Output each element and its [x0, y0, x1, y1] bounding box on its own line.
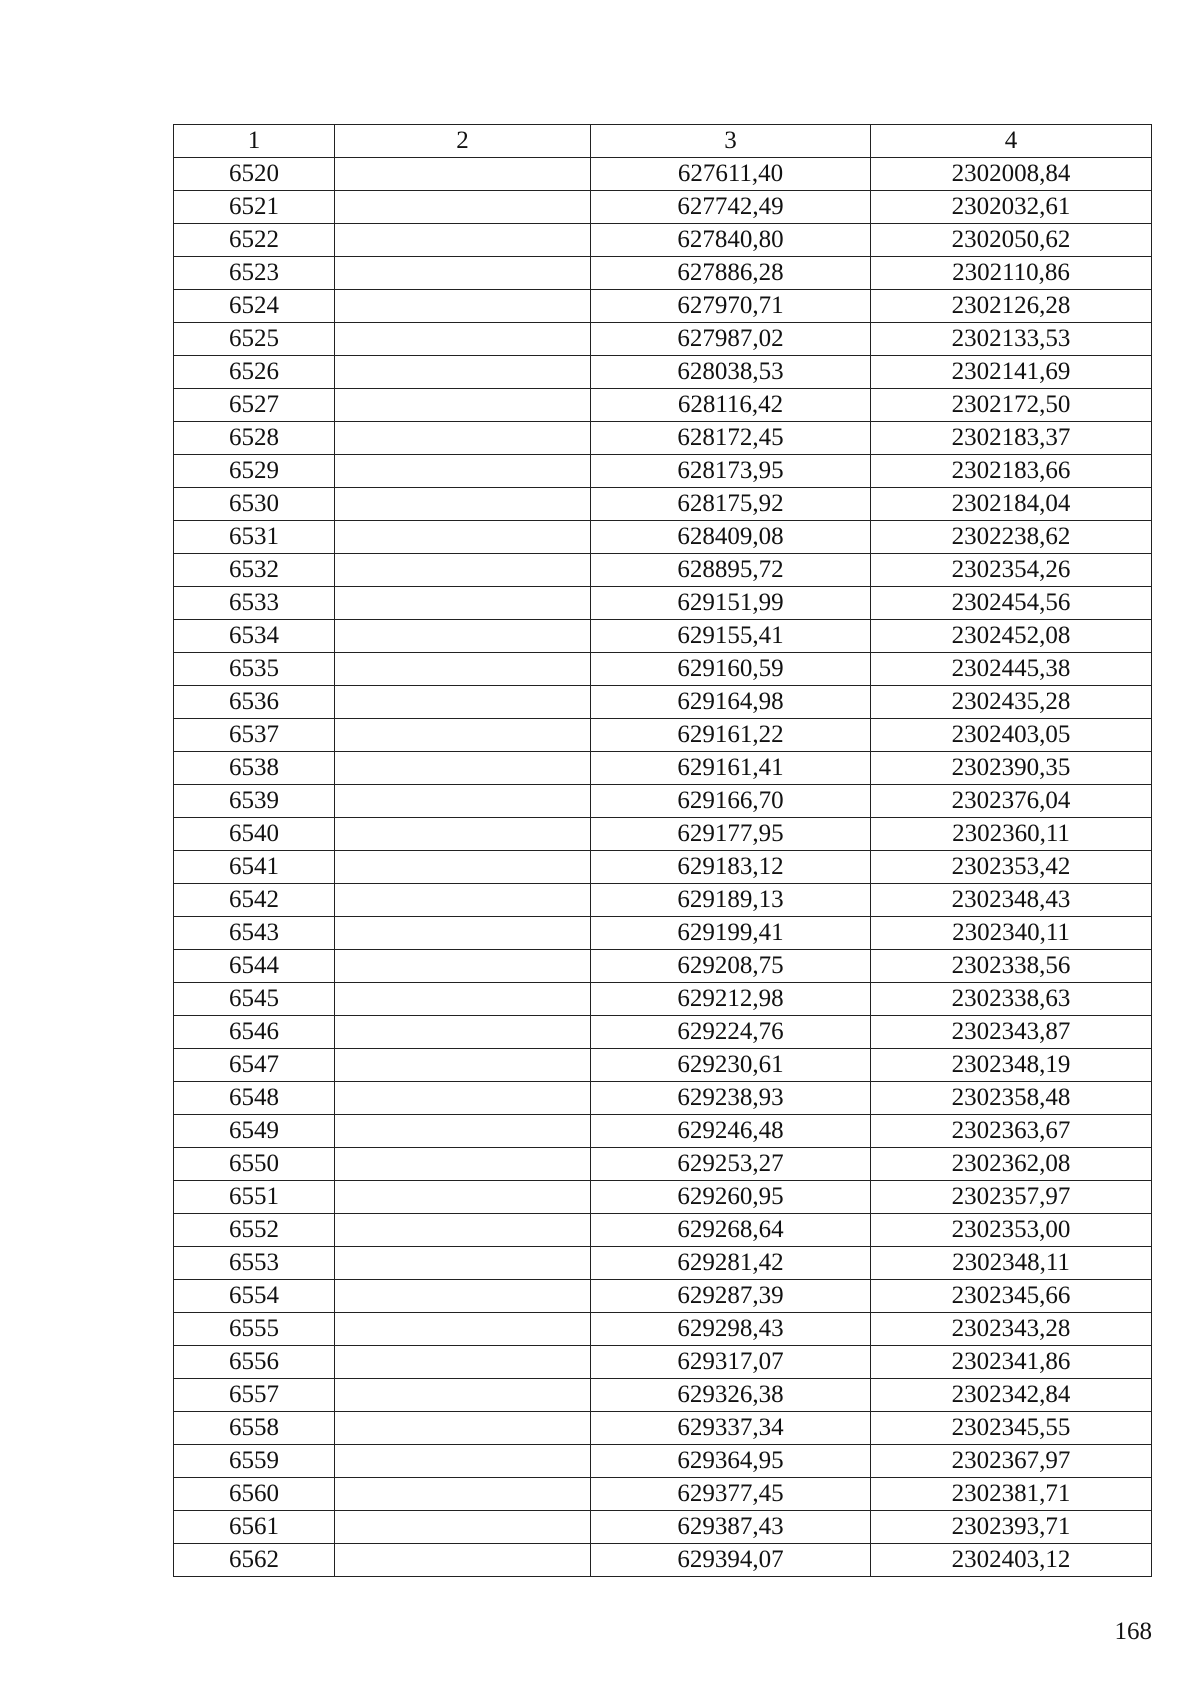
- x-coordinate-cell: 629394,07: [591, 1544, 871, 1577]
- y-coordinate-cell: 2302362,08: [871, 1148, 1152, 1181]
- table-row: [174, 620, 1152, 653]
- y-coordinate-cell: 2302353,00: [871, 1214, 1152, 1247]
- column-header-2: 2: [335, 125, 591, 158]
- table-row: [174, 785, 1152, 818]
- y-coordinate-cell: 2302340,11: [871, 917, 1152, 950]
- column-2-cell: [335, 488, 591, 521]
- x-coordinate-cell: 629151,99: [591, 587, 871, 620]
- point-number-cell: 6526: [174, 356, 335, 389]
- y-coordinate-cell: 2302133,53: [871, 323, 1152, 356]
- x-coordinate-cell: 628116,42: [591, 389, 871, 422]
- y-coordinate-cell: 2302367,97: [871, 1445, 1152, 1478]
- column-2-cell: [335, 455, 591, 488]
- y-coordinate-cell: 2302341,86: [871, 1346, 1152, 1379]
- x-coordinate-cell: 629298,43: [591, 1313, 871, 1346]
- y-coordinate-cell: 2302338,56: [871, 950, 1152, 983]
- table-row: [174, 1445, 1152, 1478]
- table-row: [174, 422, 1152, 455]
- column-2-cell: [335, 1115, 591, 1148]
- x-coordinate-cell: 627840,80: [591, 224, 871, 257]
- point-number-cell: 6556: [174, 1346, 335, 1379]
- column-2-cell: [335, 752, 591, 785]
- y-coordinate-cell: 2302435,28: [871, 686, 1152, 719]
- y-coordinate-cell: 2302345,66: [871, 1280, 1152, 1313]
- x-coordinate-cell: 629161,22: [591, 719, 871, 752]
- point-number-cell: 6551: [174, 1181, 335, 1214]
- y-coordinate-cell: 2302403,05: [871, 719, 1152, 752]
- table-row: [174, 158, 1152, 191]
- y-coordinate-cell: 2302403,12: [871, 1544, 1152, 1577]
- table-row: [174, 389, 1152, 422]
- point-number-cell: 6527: [174, 389, 335, 422]
- table-header-row: [174, 125, 1152, 158]
- column-2-cell: [335, 653, 591, 686]
- y-coordinate-cell: 2302353,42: [871, 851, 1152, 884]
- point-number-cell: 6533: [174, 587, 335, 620]
- point-number-cell: 6559: [174, 1445, 335, 1478]
- point-number-cell: 6557: [174, 1379, 335, 1412]
- point-number-cell: 6522: [174, 224, 335, 257]
- point-number-cell: 6535: [174, 653, 335, 686]
- x-coordinate-cell: 628172,45: [591, 422, 871, 455]
- column-header-3: 3: [591, 125, 871, 158]
- table-row: [174, 224, 1152, 257]
- table-row: [174, 1016, 1152, 1049]
- column-2-cell: [335, 818, 591, 851]
- y-coordinate-cell: 2302338,63: [871, 983, 1152, 1016]
- point-number-cell: 6536: [174, 686, 335, 719]
- y-coordinate-cell: 2302126,28: [871, 290, 1152, 323]
- column-2-cell: [335, 1511, 591, 1544]
- table-row: [174, 851, 1152, 884]
- x-coordinate-cell: 628895,72: [591, 554, 871, 587]
- point-number-cell: 6561: [174, 1511, 335, 1544]
- point-number-cell: 6525: [174, 323, 335, 356]
- y-coordinate-cell: 2302360,11: [871, 818, 1152, 851]
- table-row: [174, 719, 1152, 752]
- x-coordinate-cell: 629317,07: [591, 1346, 871, 1379]
- table-row: [174, 521, 1152, 554]
- point-number-cell: 6553: [174, 1247, 335, 1280]
- table-row: [174, 1511, 1152, 1544]
- point-number-cell: 6554: [174, 1280, 335, 1313]
- table-row: [174, 1082, 1152, 1115]
- table-row: [174, 686, 1152, 719]
- x-coordinate-cell: 629260,95: [591, 1181, 871, 1214]
- x-coordinate-cell: 629212,98: [591, 983, 871, 1016]
- point-number-cell: 6534: [174, 620, 335, 653]
- column-2-cell: [335, 950, 591, 983]
- x-coordinate-cell: 629161,41: [591, 752, 871, 785]
- point-number-cell: 6524: [174, 290, 335, 323]
- y-coordinate-cell: 2302183,37: [871, 422, 1152, 455]
- table-row: [174, 1478, 1152, 1511]
- column-2-cell: [335, 257, 591, 290]
- point-number-cell: 6529: [174, 455, 335, 488]
- y-coordinate-cell: 2302342,84: [871, 1379, 1152, 1412]
- x-coordinate-cell: 629287,39: [591, 1280, 871, 1313]
- x-coordinate-cell: 629246,48: [591, 1115, 871, 1148]
- point-number-cell: 6555: [174, 1313, 335, 1346]
- table-row: [174, 1247, 1152, 1280]
- coordinates-table: [173, 124, 1152, 1577]
- point-number-cell: 6546: [174, 1016, 335, 1049]
- table-row: [174, 1346, 1152, 1379]
- x-coordinate-cell: 627987,02: [591, 323, 871, 356]
- table-row: [174, 1148, 1152, 1181]
- table-row: [174, 191, 1152, 224]
- y-coordinate-cell: 2302345,55: [871, 1412, 1152, 1445]
- y-coordinate-cell: 2302452,08: [871, 620, 1152, 653]
- point-number-cell: 6538: [174, 752, 335, 785]
- table-row: [174, 818, 1152, 851]
- table-row: [174, 587, 1152, 620]
- point-number-cell: 6560: [174, 1478, 335, 1511]
- table-row: [174, 1115, 1152, 1148]
- column-2-cell: [335, 1148, 591, 1181]
- point-number-cell: 6547: [174, 1049, 335, 1082]
- y-coordinate-cell: 2302183,66: [871, 455, 1152, 488]
- point-number-cell: 6523: [174, 257, 335, 290]
- column-2-cell: [335, 1379, 591, 1412]
- y-coordinate-cell: 2302184,04: [871, 488, 1152, 521]
- y-coordinate-cell: 2302008,84: [871, 158, 1152, 191]
- column-2-cell: [335, 1082, 591, 1115]
- point-number-cell: 6545: [174, 983, 335, 1016]
- column-2-cell: [335, 521, 591, 554]
- column-2-cell: [335, 1247, 591, 1280]
- table-row: [174, 554, 1152, 587]
- x-coordinate-cell: 629183,12: [591, 851, 871, 884]
- table-row: [174, 455, 1152, 488]
- y-coordinate-cell: 2302354,26: [871, 554, 1152, 587]
- column-2-cell: [335, 1313, 591, 1346]
- point-number-cell: 6550: [174, 1148, 335, 1181]
- column-header-1: 1: [174, 125, 335, 158]
- point-number-cell: 6542: [174, 884, 335, 917]
- point-number-cell: 6532: [174, 554, 335, 587]
- y-coordinate-cell: 2302390,35: [871, 752, 1152, 785]
- point-number-cell: 6540: [174, 818, 335, 851]
- point-number-cell: 6528: [174, 422, 335, 455]
- y-coordinate-cell: 2302358,48: [871, 1082, 1152, 1115]
- x-coordinate-cell: 627742,49: [591, 191, 871, 224]
- y-coordinate-cell: 2302348,19: [871, 1049, 1152, 1082]
- table-row: [174, 1379, 1152, 1412]
- table-row: [174, 323, 1152, 356]
- point-number-cell: 6539: [174, 785, 335, 818]
- table-row: [174, 290, 1152, 323]
- x-coordinate-cell: 627886,28: [591, 257, 871, 290]
- y-coordinate-cell: 2302110,86: [871, 257, 1152, 290]
- point-number-cell: 6552: [174, 1214, 335, 1247]
- y-coordinate-cell: 2302376,04: [871, 785, 1152, 818]
- table-row: [174, 1280, 1152, 1313]
- page-number: 168: [1114, 1618, 1152, 1645]
- x-coordinate-cell: 629160,59: [591, 653, 871, 686]
- point-number-cell: 6549: [174, 1115, 335, 1148]
- point-number-cell: 6537: [174, 719, 335, 752]
- x-coordinate-cell: 629230,61: [591, 1049, 871, 1082]
- column-2-cell: [335, 1214, 591, 1247]
- column-2-cell: [335, 620, 591, 653]
- column-2-cell: [335, 158, 591, 191]
- column-2-cell: [335, 323, 591, 356]
- column-2-cell: [335, 884, 591, 917]
- column-2-cell: [335, 290, 591, 323]
- column-2-cell: [335, 719, 591, 752]
- x-coordinate-cell: 629177,95: [591, 818, 871, 851]
- x-coordinate-cell: 628173,95: [591, 455, 871, 488]
- table-row: [174, 950, 1152, 983]
- x-coordinate-cell: 627970,71: [591, 290, 871, 323]
- x-coordinate-cell: 629189,13: [591, 884, 871, 917]
- point-number-cell: 6562: [174, 1544, 335, 1577]
- x-coordinate-cell: 629224,76: [591, 1016, 871, 1049]
- x-coordinate-cell: 629326,38: [591, 1379, 871, 1412]
- table-row: [174, 1313, 1152, 1346]
- y-coordinate-cell: 2302454,56: [871, 587, 1152, 620]
- column-2-cell: [335, 785, 591, 818]
- column-2-cell: [335, 1016, 591, 1049]
- column-2-cell: [335, 554, 591, 587]
- x-coordinate-cell: 629281,42: [591, 1247, 871, 1280]
- table-row: [174, 356, 1152, 389]
- point-number-cell: 6543: [174, 917, 335, 950]
- x-coordinate-cell: 629238,93: [591, 1082, 871, 1115]
- column-header-4: 4: [871, 125, 1152, 158]
- x-coordinate-cell: 628175,92: [591, 488, 871, 521]
- column-2-cell: [335, 686, 591, 719]
- x-coordinate-cell: 629387,43: [591, 1511, 871, 1544]
- column-2-cell: [335, 1445, 591, 1478]
- y-coordinate-cell: 2302172,50: [871, 389, 1152, 422]
- column-2-cell: [335, 1412, 591, 1445]
- column-2-cell: [335, 1478, 591, 1511]
- column-2-cell: [335, 587, 591, 620]
- y-coordinate-cell: 2302381,71: [871, 1478, 1152, 1511]
- point-number-cell: 6531: [174, 521, 335, 554]
- column-2-cell: [335, 191, 591, 224]
- x-coordinate-cell: 629253,27: [591, 1148, 871, 1181]
- point-number-cell: 6541: [174, 851, 335, 884]
- x-coordinate-cell: 629337,34: [591, 1412, 871, 1445]
- y-coordinate-cell: 2302393,71: [871, 1511, 1152, 1544]
- table-row: [174, 1544, 1152, 1577]
- column-2-cell: [335, 917, 591, 950]
- table-row: [174, 1214, 1152, 1247]
- column-2-cell: [335, 1280, 591, 1313]
- y-coordinate-cell: 2302141,69: [871, 356, 1152, 389]
- point-number-cell: 6521: [174, 191, 335, 224]
- point-number-cell: 6520: [174, 158, 335, 191]
- point-number-cell: 6544: [174, 950, 335, 983]
- column-2-cell: [335, 1346, 591, 1379]
- x-coordinate-cell: 628409,08: [591, 521, 871, 554]
- table-row: [174, 884, 1152, 917]
- x-coordinate-cell: 629377,45: [591, 1478, 871, 1511]
- x-coordinate-cell: 629268,64: [591, 1214, 871, 1247]
- table-row: [174, 1412, 1152, 1445]
- table-row: [174, 1181, 1152, 1214]
- x-coordinate-cell: 629155,41: [591, 620, 871, 653]
- y-coordinate-cell: 2302445,38: [871, 653, 1152, 686]
- y-coordinate-cell: 2302357,97: [871, 1181, 1152, 1214]
- y-coordinate-cell: 2302348,43: [871, 884, 1152, 917]
- table-body: [174, 158, 1152, 1577]
- y-coordinate-cell: 2302343,87: [871, 1016, 1152, 1049]
- point-number-cell: 6558: [174, 1412, 335, 1445]
- y-coordinate-cell: 2302343,28: [871, 1313, 1152, 1346]
- y-coordinate-cell: 2302238,62: [871, 521, 1152, 554]
- column-2-cell: [335, 983, 591, 1016]
- x-coordinate-cell: 628038,53: [591, 356, 871, 389]
- x-coordinate-cell: 629364,95: [591, 1445, 871, 1478]
- column-2-cell: [335, 1544, 591, 1577]
- table-row: [174, 1049, 1152, 1082]
- y-coordinate-cell: 2302348,11: [871, 1247, 1152, 1280]
- x-coordinate-cell: 629199,41: [591, 917, 871, 950]
- x-coordinate-cell: 629164,98: [591, 686, 871, 719]
- table-row: [174, 917, 1152, 950]
- y-coordinate-cell: 2302050,62: [871, 224, 1152, 257]
- y-coordinate-cell: 2302032,61: [871, 191, 1152, 224]
- column-2-cell: [335, 356, 591, 389]
- x-coordinate-cell: 627611,40: [591, 158, 871, 191]
- table-row: [174, 752, 1152, 785]
- point-number-cell: 6530: [174, 488, 335, 521]
- x-coordinate-cell: 629208,75: [591, 950, 871, 983]
- column-2-cell: [335, 851, 591, 884]
- table-row: [174, 488, 1152, 521]
- point-number-cell: 6548: [174, 1082, 335, 1115]
- column-2-cell: [335, 389, 591, 422]
- column-2-cell: [335, 1049, 591, 1082]
- table-row: [174, 257, 1152, 290]
- x-coordinate-cell: 629166,70: [591, 785, 871, 818]
- table-row: [174, 983, 1152, 1016]
- y-coordinate-cell: 2302363,67: [871, 1115, 1152, 1148]
- column-2-cell: [335, 224, 591, 257]
- table-row: [174, 653, 1152, 686]
- column-2-cell: [335, 422, 591, 455]
- column-2-cell: [335, 1181, 591, 1214]
